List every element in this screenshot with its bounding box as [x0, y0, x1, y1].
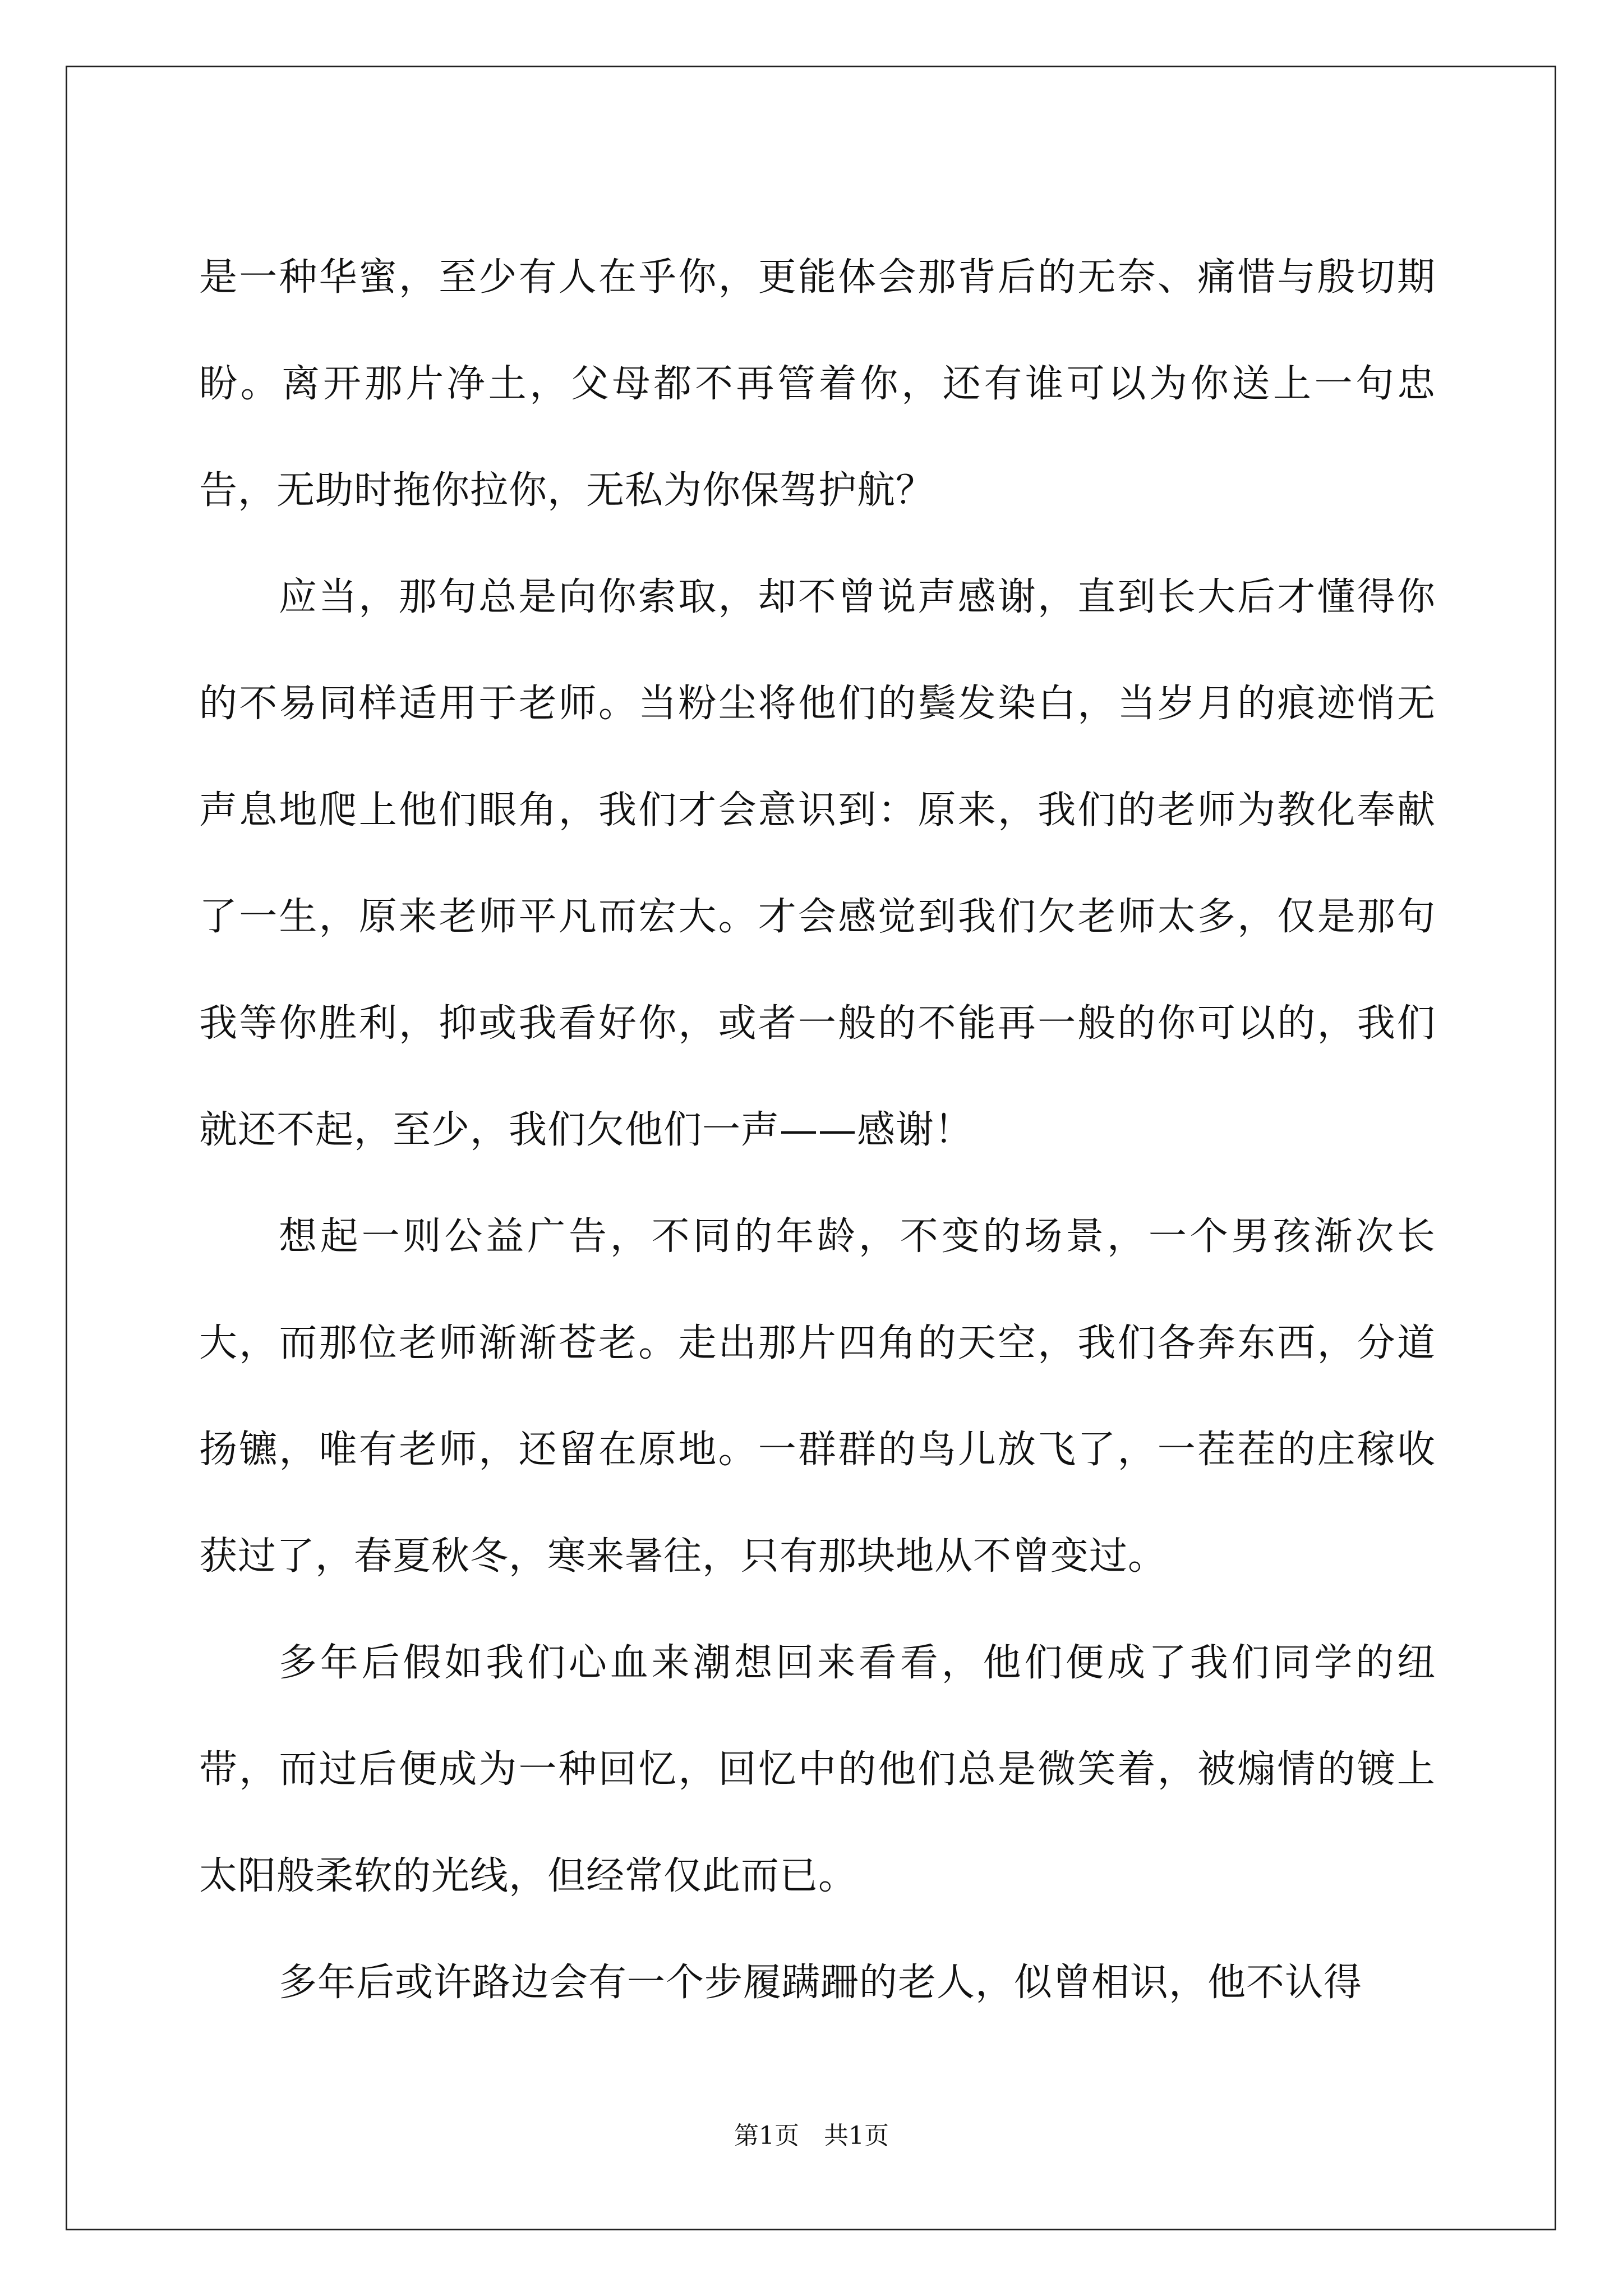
document-body [199, 224, 1436, 2036]
paragraph-4: 多年后假如我们心血来潮想回来看看，他们便成了我们同学的纽带，而过后便成为一种回忆，回忆中的他们总是微笑着，被煽情的镀上太阳般柔软的光线，但经常仅此而已。 [199, 1641, 1436, 1898]
paragraph-1: 是一种华蜜，至少有人在乎你，更能体会那背后的无奈、痛惜与殷切期盼。离开那片净土，父母都不再管着你，还有谁可以为你送上一句忠告，无助时拖你拉你，无私为你保驾护航？ [199, 255, 1436, 513]
paragraph-3: 想起一则公益广告，不同的年龄，不变的场景，一个男孩渐次长大，而那位老师渐渐苍老。走出那片四角的天空，我们各奔东西，分道扬镳，唯有老师，还留在原地。一群群的鸟儿放飞了，一茬茬的庄稼收获过了，春夏秋冬，寒来暑往，只有那块地从不曾变过。 [199, 1214, 1436, 1579]
page-number-footer: 第1页 共1页 [734, 2122, 889, 2150]
paragraph-5: 多年后或许路边会有一个步履蹒跚的老人，似曾相识，他不认得 [279, 1961, 1363, 2005]
paragraph-2: 应当，那句总是向你索取，却不曾说声感谢，直到长大后才懂得你的不易同样适用于老师。当粉尘将他们的鬓发染白，当岁月的痕迹悄无声息地爬上他们眼角，我们才会意识到：原来，我们的老师为教化奉献了一生，原来老师平凡而宏大。才会感觉到我们欠老师太多，仅是那句我等你胜利，抑或我看好你，或者一般的不能再一般的你可以的，我们就还不起，至少，我们欠他们一声——感谢！ [199, 575, 1436, 1152]
